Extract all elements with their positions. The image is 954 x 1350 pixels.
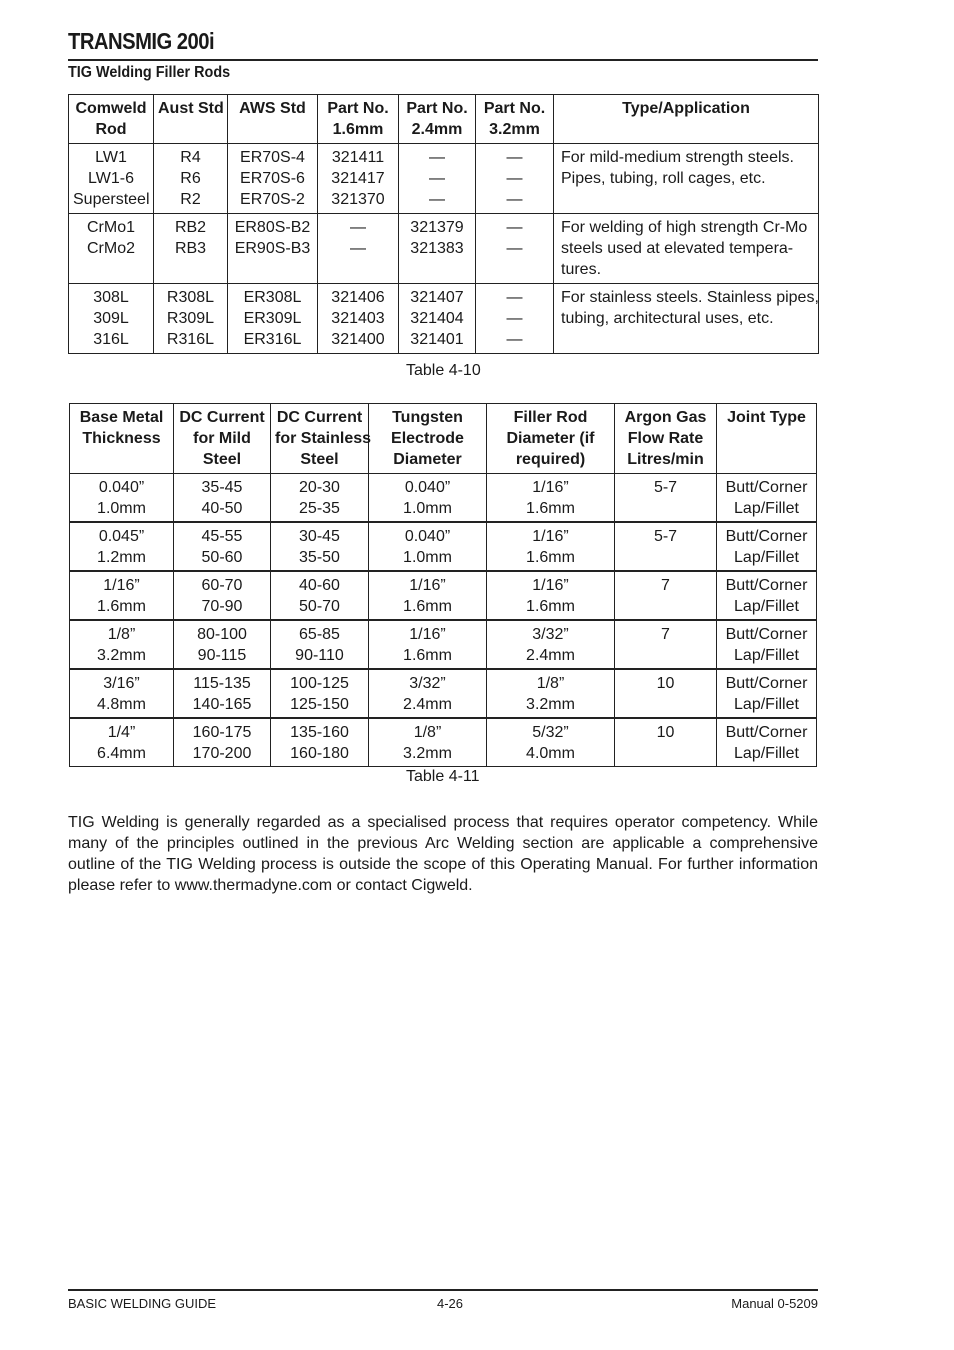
table-cell <box>615 718 717 767</box>
column-header <box>615 404 717 474</box>
table-cell <box>615 571 717 620</box>
table-row <box>69 214 819 284</box>
table-cell <box>369 669 487 718</box>
cell-text: 170-200 <box>192 745 252 762</box>
cell-text: — <box>350 240 366 257</box>
cell-text: DC Current <box>179 409 265 426</box>
cell-text: 115-135 <box>193 675 251 692</box>
table-cell <box>318 284 399 354</box>
table-cell <box>271 571 369 620</box>
welding-parameters-table <box>69 403 817 767</box>
cell-text: 160-180 <box>290 745 349 762</box>
table-cell <box>615 474 717 523</box>
table-cell <box>717 620 817 669</box>
cell-text: Comweld <box>75 100 147 117</box>
column-header <box>487 404 615 474</box>
table-cell <box>487 669 615 718</box>
table-row <box>70 669 817 718</box>
cell-text: Part No. <box>327 100 389 117</box>
cell-text: 1.6mm <box>403 598 452 615</box>
body-paragraph: TIG Welding is generally regarded as a specialised process that requires operator competency. While many of the principles outlined in the previous Arc Welding section are applicable a comprehensive outline of the TIG Welding process is outside the scope of this Operating Manual. For further information please refer to www.thermadyne.com or contact Cigweld. <box>68 814 818 894</box>
table-cell <box>476 214 554 284</box>
column-header <box>271 404 372 474</box>
cell-text: 1.0mm <box>403 500 452 517</box>
table-cell <box>70 522 174 571</box>
table-cell <box>174 718 271 767</box>
cell-text: 1.6mm <box>526 598 575 615</box>
cell-text: — <box>350 219 366 236</box>
table-row <box>70 522 817 571</box>
cell-text: 321406 <box>331 289 385 306</box>
cell-text: 1/16” <box>532 528 569 545</box>
cell-text: 30-45 <box>299 528 340 545</box>
cell-text: Lap/Fillet <box>734 598 799 615</box>
cell-text: Lap/Fillet <box>734 696 799 713</box>
cell-text: Pipes, tubing, roll cages, etc. <box>561 170 766 187</box>
cell-text: 5-7 <box>653 479 678 496</box>
cell-text: for Stainless <box>275 430 372 447</box>
footer-divider <box>68 1289 818 1291</box>
cell-text: 4.0mm <box>526 745 575 762</box>
table-cell <box>615 522 717 571</box>
table-cell <box>271 474 369 523</box>
cell-text: Base Metal <box>79 409 164 426</box>
cell-text: — <box>429 191 445 208</box>
table-cell <box>476 144 554 214</box>
cell-text: 135-160 <box>290 724 349 741</box>
table-cell <box>69 144 154 214</box>
cell-text: for Mild <box>193 430 251 447</box>
table-cell <box>70 474 174 523</box>
cell-text: For stainless steels. Stainless pipes, <box>561 289 819 306</box>
table-row <box>70 474 817 523</box>
cell-text: RB3 <box>174 240 207 257</box>
cell-text: 10 <box>656 724 675 741</box>
cell-text: 1/16” <box>103 577 140 594</box>
table-cell <box>228 144 318 214</box>
cell-text: 7 <box>661 577 670 594</box>
cell-text: 65-85 <box>299 626 340 643</box>
cell-text: CrMo2 <box>86 240 135 257</box>
table-cell <box>70 571 174 620</box>
table-cell <box>717 669 817 718</box>
cell-text: 0.040” <box>98 479 145 496</box>
table-cell <box>487 522 615 571</box>
table-cell <box>399 144 476 214</box>
table-cell <box>399 284 476 354</box>
table-cell <box>174 669 271 718</box>
table-caption: Table 4-10 <box>406 362 481 379</box>
table-cell <box>615 620 717 669</box>
section-heading: TIG Welding Filler Rods <box>68 64 231 81</box>
cell-text: 2.4mm <box>403 696 452 713</box>
footer-guide-title: BASIC WELDING GUIDE <box>68 1296 217 1311</box>
cell-text: 308L <box>93 289 129 306</box>
cell-text: LW1 <box>95 149 127 166</box>
cell-text: 1.2mm <box>97 549 146 566</box>
table-cell <box>70 718 174 767</box>
cell-text: ER90S-B3 <box>234 240 311 257</box>
cell-text: R6 <box>180 170 201 187</box>
cell-text: 1/16” <box>532 577 569 594</box>
cell-text: Butt/Corner <box>725 724 808 741</box>
cell-text: tures. <box>561 261 602 278</box>
cell-text: Rod <box>95 121 127 138</box>
cell-text: 1/8” <box>413 724 442 741</box>
cell-text: 321383 <box>410 240 464 257</box>
cell-text: 60-70 <box>201 577 243 594</box>
cell-text: ER80S-B2 <box>234 219 311 236</box>
cell-text: CrMo1 <box>86 219 135 236</box>
cell-text: Part No. <box>406 100 468 117</box>
table-cell <box>228 284 318 354</box>
table-cell <box>487 571 615 620</box>
cell-text: 35-50 <box>299 549 340 566</box>
cell-text: 4.8mm <box>97 696 146 713</box>
cell-text: 5-7 <box>653 528 678 545</box>
table-cell <box>174 571 271 620</box>
cell-text: 321407 <box>410 289 464 306</box>
cell-text: — <box>506 219 523 236</box>
cell-text: Type/Application <box>622 100 750 117</box>
manual-number: Manual 0-5209 <box>731 1296 818 1311</box>
cell-text: 1.6mm <box>526 549 575 566</box>
cell-text: 50-70 <box>299 598 340 615</box>
cell-text: 6.4mm <box>97 745 146 762</box>
table-cell <box>174 522 271 571</box>
cell-text: 35-45 <box>201 479 243 496</box>
cell-text: 1.6mm <box>97 598 146 615</box>
cell-text: 3/32” <box>532 626 569 643</box>
table-row <box>69 284 819 354</box>
cell-text: Diameter (if <box>506 430 595 447</box>
table-cell <box>318 144 399 214</box>
cell-text: Filler Rod <box>513 409 588 426</box>
table-cell <box>399 214 476 284</box>
column-header <box>554 95 819 144</box>
cell-text: 1/16” <box>532 479 569 496</box>
cell-text: 3.2mm <box>403 745 452 762</box>
cell-text: 5/32” <box>532 724 569 741</box>
cell-text: — <box>506 170 523 187</box>
column-header <box>476 95 554 144</box>
table-cell <box>228 214 318 284</box>
table-cell <box>615 669 717 718</box>
cell-text: — <box>429 170 445 187</box>
cell-text: 160-175 <box>192 724 252 741</box>
cell-text: — <box>506 289 523 306</box>
cell-text: 1/8” <box>107 626 136 643</box>
cell-text: For welding of high strength Cr-Mo <box>561 219 808 236</box>
cell-text: Butt/Corner <box>725 675 808 692</box>
cell-text: Steel <box>300 451 339 468</box>
cell-text: R316L <box>166 331 215 348</box>
cell-text: ER70S-2 <box>240 191 305 208</box>
column-header <box>69 95 154 144</box>
cell-text: AWS Std <box>239 100 306 117</box>
cell-text: 1/16” <box>409 577 446 594</box>
cell-text: 1.0mm <box>97 500 146 517</box>
cell-text: 3/32” <box>409 675 446 692</box>
cell-text: Electrode <box>391 430 464 447</box>
table-cell <box>717 571 817 620</box>
cell-text: Part No. <box>483 100 546 117</box>
table-cell <box>487 718 615 767</box>
cell-text: 90-115 <box>197 647 247 664</box>
cell-text: 70-90 <box>201 598 243 615</box>
cell-text: ER309L <box>243 310 302 327</box>
cell-text: — <box>506 331 523 348</box>
table-cell <box>554 214 819 284</box>
page-number: 4-26 <box>437 1296 464 1311</box>
cell-text: ER70S-6 <box>240 170 305 187</box>
cell-text: 25-35 <box>299 500 340 517</box>
cell-text: 321417 <box>331 170 385 187</box>
cell-text: Diameter <box>393 451 462 468</box>
cell-text: 321379 <box>410 219 464 236</box>
cell-text: Tungsten <box>392 409 463 426</box>
cell-text: — <box>506 191 523 208</box>
table-cell <box>271 620 369 669</box>
table-cell <box>271 669 369 718</box>
table-cell <box>369 571 487 620</box>
cell-text: Steel <box>202 451 242 468</box>
cell-text: — <box>506 310 523 327</box>
cell-text: 45-55 <box>201 528 243 545</box>
cell-text: 1.6mm <box>403 647 452 664</box>
cell-text: 100-125 <box>290 675 349 692</box>
table-cell <box>271 522 369 571</box>
title-divider <box>68 59 818 61</box>
cell-text: R309L <box>166 310 215 327</box>
cell-text: For mild-medium strength steels. <box>561 149 794 166</box>
cell-text: 321404 <box>410 310 464 327</box>
table-cell <box>318 214 399 284</box>
cell-text: 1/4” <box>107 724 136 741</box>
cell-text: Lap/Fillet <box>734 647 799 664</box>
cell-text: 1.6mm <box>526 500 575 517</box>
cell-text: 90-110 <box>295 647 344 664</box>
table-cell <box>70 620 174 669</box>
column-header <box>154 95 228 144</box>
table-cell <box>369 620 487 669</box>
cell-text: 321400 <box>331 331 385 348</box>
cell-text: 125-150 <box>290 696 349 713</box>
table-cell <box>717 474 817 523</box>
cell-text: tubing, architectural uses, etc. <box>561 310 774 327</box>
cell-text: — <box>429 149 445 166</box>
cell-text: 3/16” <box>103 675 140 692</box>
table-cell <box>154 284 228 354</box>
cell-text: 309L <box>93 310 129 327</box>
cell-text: Flow Rate <box>627 430 704 447</box>
cell-text: 10 <box>656 675 675 692</box>
table-cell <box>271 718 369 767</box>
cell-text: required) <box>515 451 586 468</box>
table-header-row <box>70 404 817 474</box>
table-caption: Table 4-11 <box>406 768 480 785</box>
cell-text: Thickness <box>82 430 161 447</box>
cell-text: Aust Std <box>158 100 224 117</box>
column-header <box>318 95 399 144</box>
cell-text: 321401 <box>410 331 464 348</box>
table-row <box>69 144 819 214</box>
cell-text: 0.040” <box>404 479 451 496</box>
table-row <box>70 620 817 669</box>
cell-text: Argon Gas <box>624 409 707 426</box>
cell-text: 40-50 <box>201 500 243 517</box>
table-row <box>70 718 817 767</box>
cell-text: ER70S-4 <box>240 149 305 166</box>
cell-text: Lap/Fillet <box>734 745 799 762</box>
table-header-row <box>69 95 819 144</box>
table-cell <box>69 214 154 284</box>
table-cell <box>69 284 154 354</box>
cell-text: 20-30 <box>299 479 340 496</box>
table-cell <box>369 474 487 523</box>
table-cell <box>70 669 174 718</box>
cell-text: — <box>506 240 523 257</box>
cell-text: Litres/min <box>627 451 704 468</box>
cell-text: 80-100 <box>197 626 247 643</box>
table-cell <box>174 474 271 523</box>
cell-text: LW1-6 <box>88 170 134 187</box>
table-cell <box>487 474 615 523</box>
table-cell <box>369 718 487 767</box>
table-cell <box>554 144 819 214</box>
cell-text: ER308L <box>243 289 302 306</box>
table-cell <box>554 284 819 354</box>
cell-text: 0.045” <box>98 528 145 545</box>
cell-text: Joint Type <box>727 409 806 426</box>
cell-text: steels used at elevated tempera- <box>561 240 794 257</box>
cell-text: 0.040” <box>404 528 451 545</box>
cell-text: 1.6mm <box>332 121 384 138</box>
cell-text: Lap/Fillet <box>734 500 799 517</box>
filler-rods-table <box>68 94 819 354</box>
table-cell <box>717 522 817 571</box>
cell-text: 321411 <box>331 149 385 166</box>
document-title: TRANSMIG 200i <box>68 28 215 54</box>
cell-text: 2.4mm <box>526 647 575 664</box>
cell-text: R308L <box>166 289 215 306</box>
cell-text: Lap/Fillet <box>734 549 799 566</box>
cell-text: DC Current <box>276 409 363 426</box>
table-cell <box>717 718 817 767</box>
cell-text: 321403 <box>331 310 385 327</box>
cell-text: 40-60 <box>299 577 340 594</box>
table-row <box>70 571 817 620</box>
cell-text: 1/8” <box>536 675 565 692</box>
column-header <box>174 404 271 474</box>
cell-text: 7 <box>661 626 670 643</box>
cell-text: RB2 <box>174 219 207 236</box>
cell-text: 3.2mm <box>489 121 540 138</box>
table-cell <box>154 144 228 214</box>
cell-text: R2 <box>180 191 201 208</box>
cell-text: 140-165 <box>192 696 252 713</box>
table-cell <box>487 620 615 669</box>
cell-text: R4 <box>180 149 201 166</box>
table-cell <box>476 284 554 354</box>
cell-text: 321370 <box>331 191 385 208</box>
column-header <box>70 404 174 474</box>
column-header <box>399 95 476 144</box>
cell-text: Butt/Corner <box>725 479 808 496</box>
cell-text: Butt/Corner <box>725 577 808 594</box>
cell-text: Butt/Corner <box>725 528 808 545</box>
cell-text: Supersteel <box>73 191 150 208</box>
cell-text: 50-60 <box>201 549 243 566</box>
cell-text: 2.4mm <box>411 121 463 138</box>
cell-text: 3.2mm <box>526 696 575 713</box>
cell-text: 3.2mm <box>97 647 146 664</box>
column-header <box>717 404 817 474</box>
cell-text: ER316L <box>243 331 302 348</box>
cell-text: 316L <box>93 331 129 348</box>
table-cell <box>174 620 271 669</box>
cell-text: 1.0mm <box>403 549 452 566</box>
column-header <box>228 95 318 144</box>
cell-text: — <box>506 149 523 166</box>
table-cell <box>369 522 487 571</box>
column-header <box>369 404 487 474</box>
table-cell <box>154 214 228 284</box>
cell-text: 1/16” <box>409 626 446 643</box>
cell-text: Butt/Corner <box>725 626 808 643</box>
